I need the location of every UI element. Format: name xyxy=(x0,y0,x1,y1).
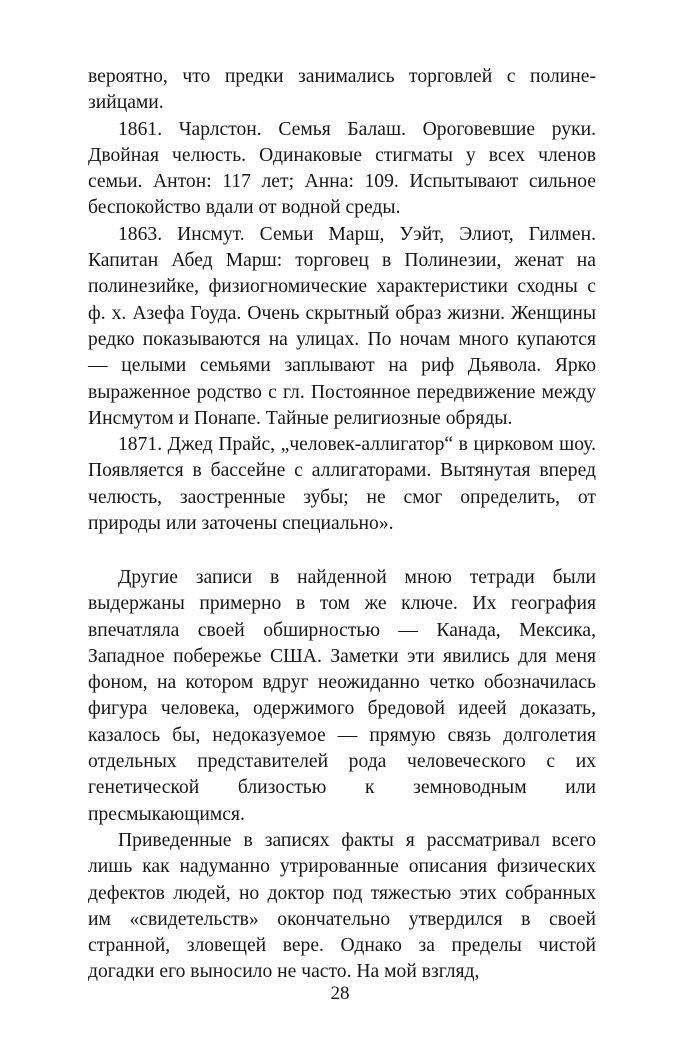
text-section-narrative xyxy=(88,565,596,986)
paragraph-entry-1863: 1863. Инсмут. Семьи Марш, Уэйт, Элиот, Гилмен. Капитан Абед Марш: торговец в Полинезии, женат на полинезийке, физиогномические характеристики сходны с ф. х. Азефа Гоуда. Очень скрытный образ жизни. Женщины редко показываются на улицах. По ночам много купаются — целыми семьями заплывают на риф Дьявола. Ярко выраженное родство с гл. Постоянное передвижение между Инсмутом и Понапе. Тайные религиозные обряды. xyxy=(88,223,596,429)
page-number: 28 xyxy=(330,983,350,1004)
paragraph-other-notes: Другие записи в найденной мною тетради были выдержаны примерно в том же ключе. Их география впечатляла своей обширностью — Канада, Мексика, Западное побережье США. Заметки эти явились для меня фоном, на котором вдруг неожиданно четко обозначилась фигура человека, одержимого бредовой идеей доказать, казалось бы, недоказуемое — прямую связь долголетия отдельных представителей рода человеческого с их генетической близостью к земноводным или пресмыкающимся. xyxy=(88,567,596,825)
paragraph-entry-1871: 1871. Джед Прайс, „человек-аллигатор“ в цирковом шоу. Появляется в бассейне с аллигаторами. Вытянутая вперед челюсть, заостренные зубы; не смог определить, от природы или заточены специально». xyxy=(88,434,596,535)
text-section-notes xyxy=(88,64,596,537)
paragraph-continuation: вероятно, что предки занимались торговлей с полинезийцами. xyxy=(88,66,596,114)
paragraph-entry-1861: 1861. Чарлстон. Семья Балаш. Ороговевшие руки. Двойная челюсть. Одинаковые стигматы у всех членов семьи. Антон: 117 лет; Анна: 109. Испытывают сильное беспокойство вдали от водной среды. xyxy=(88,118,596,219)
paragraph-facts: Приведенные в записях факты я рассматривал всего лишь как надуманно утрированные описания физических дефектов людей, но доктор под тяжестью этих собранных им «свидетельств» окончательно утвердился в своей странной, зловещей вере. Однако за пределы чистой догадки его выносило не часто. На мой взгляд, xyxy=(88,829,596,983)
